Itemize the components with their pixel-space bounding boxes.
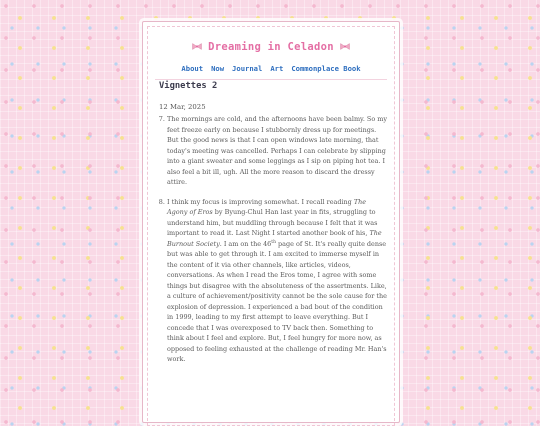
bow-icon — [192, 43, 202, 50]
site-title[interactable] — [192, 41, 350, 53]
entry-text-part: by Byung-Chul Han last year in fits, struggling to understand him, but muddling through because I felt that it was important to read it. Last Night I started another book of his, — [167, 208, 378, 237]
entry-text-part: page of St. It's really quite dense but was able to get through it. I am excited to immerse myself in the content of it via other channels, like articles, videos, conversations. As when I read the Eros tome, I agree with some things but disagree with the absoluteness of the assertments. Like, a culture of achievement/positivity cannot be the sole cause for the explosion of depression. I experienced a bad bout of the condition in 1999, leading to my first attempt to leave everything. But I concede that I was overexposed to TV back then. Something to think about I feel and explore. But, I feel hungry for more now, as opposed to feeling exhausted at the challenge of reading Mr. Han's work. — [167, 239, 387, 363]
nav-link-now[interactable]: Now — [211, 64, 225, 73]
site-header — [143, 22, 399, 80]
main-nav — [143, 64, 399, 73]
list-item — [167, 114, 387, 188]
post-heading: Vignettes 2 — [159, 81, 218, 91]
entry-text-part: I think my focus is improving somewhat. I recall reading — [167, 197, 354, 206]
entry-text: The mornings are cold, and the afternoons have been balmy. So my feet freeze early on because I stubbornly dress up for meetings. But the good news is that I can open windows late morning, that today's meeting was cancelled. Perhaps I can celebrate by slipping into a giant sweater and some leggings as I sip on piping hot tea. I also feel a bit ill, ugh. All the more reason to discard the dressy attire. — [167, 115, 388, 186]
list-item — [167, 197, 387, 365]
vignette-list — [159, 114, 387, 365]
post-date: 12 Mar, 2025 — [159, 103, 206, 111]
ordinal-suffix: th — [271, 239, 276, 245]
nav-link-about[interactable]: About — [181, 64, 204, 73]
post-content — [159, 80, 387, 374]
nav-link-art[interactable]: Art — [270, 64, 284, 73]
book-title: The Agony of Eros — [167, 197, 367, 216]
nav-link-journal[interactable]: Journal — [232, 64, 263, 73]
book-title: The Burnout Society — [167, 229, 382, 248]
entry-text-part: . I am on the 46 — [219, 239, 272, 248]
content-card — [142, 21, 400, 423]
nav-link-commonplace-book[interactable]: Commonplace Book — [291, 64, 361, 73]
site-title-text: Dreaming in Celadon — [208, 40, 334, 53]
bow-icon — [340, 43, 350, 50]
